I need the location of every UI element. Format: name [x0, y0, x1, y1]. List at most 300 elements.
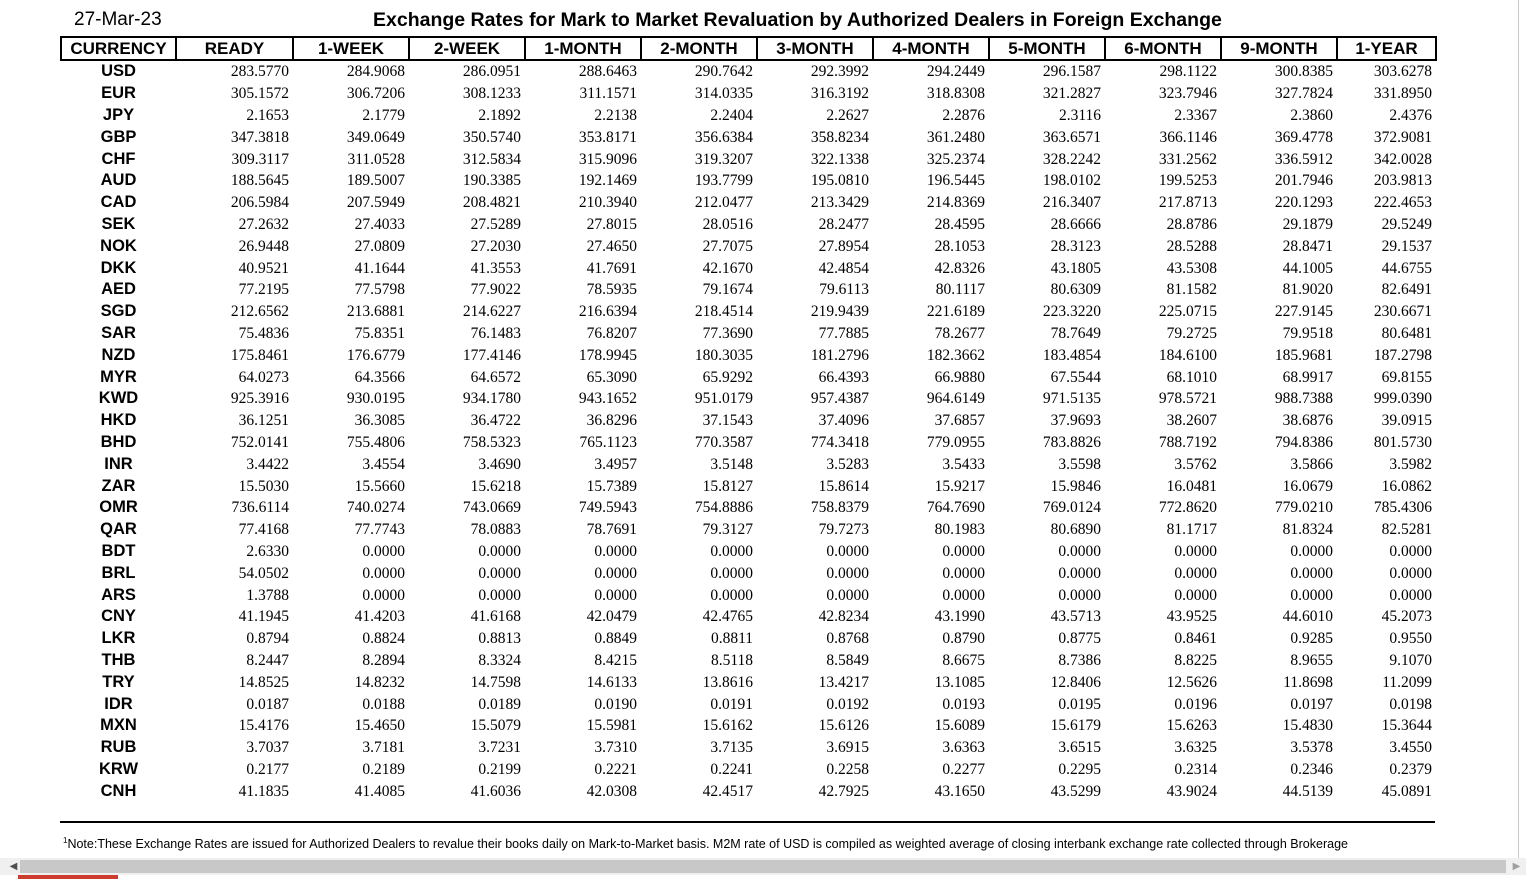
rate-cell: 0.0000: [1290, 586, 1333, 604]
rate-cell: 3.5378: [1290, 739, 1333, 757]
rate-cell: 67.5544: [1050, 368, 1101, 386]
rate-cell: 292.3992: [810, 63, 869, 81]
scroll-left-arrow-icon[interactable]: ◀: [9, 861, 18, 872]
rate-cell: 81.8324: [1282, 521, 1333, 539]
rate-cell: 3.4550: [1389, 739, 1432, 757]
rate-cell: 77.9022: [470, 281, 521, 299]
rate-cell: 3.5433: [942, 455, 985, 473]
rate-cell: 0.0000: [1174, 586, 1217, 604]
rate-cell: 193.7799: [694, 172, 753, 190]
rate-cell: 8.7386: [1058, 651, 1101, 669]
rate-cell: 29.1537: [1381, 237, 1432, 255]
rate-cell: 217.8713: [1158, 194, 1217, 212]
rate-cell: 978.5721: [1158, 390, 1217, 408]
rate-cell: 342.0028: [1373, 150, 1432, 168]
rate-cell: 28.5288: [1166, 237, 1217, 255]
rate-cell: 0.0000: [710, 564, 753, 582]
rate-cell: 79.7273: [818, 521, 869, 539]
rate-cell: 27.7075: [702, 237, 753, 255]
rate-cell: 28.8786: [1166, 215, 1217, 233]
rate-cell: 28.1053: [934, 237, 985, 255]
rate-cell: 369.4778: [1274, 128, 1333, 146]
rate-cell: 40.9521: [238, 259, 289, 277]
rate-cell: 77.7885: [818, 324, 869, 342]
rate-cell: 68.9917: [1282, 368, 1333, 386]
rate-cell: 64.6572: [470, 368, 521, 386]
rate-cell: 43.5299: [1050, 782, 1101, 800]
rate-cell: 314.0335: [694, 85, 753, 103]
rate-cell: 41.6036: [470, 782, 521, 800]
rate-cell: 0.0000: [1058, 564, 1101, 582]
rate-cell: 212.0477: [694, 194, 753, 212]
rate-cell: 328.2242: [1042, 150, 1101, 168]
rate-cell: 43.9024: [1166, 782, 1217, 800]
rate-cell: 3.4554: [362, 455, 405, 473]
rate-cell: 16.0481: [1166, 477, 1217, 495]
table-row: [61, 671, 1436, 693]
rate-cell: 943.1652: [578, 390, 637, 408]
column-header-ready: READY: [176, 37, 293, 60]
rate-cell: 331.2562: [1158, 150, 1217, 168]
rate-cell: 0.9285: [1290, 630, 1333, 648]
rate-cell: 0.0000: [594, 564, 637, 582]
rate-cell: 303.6278: [1373, 63, 1432, 81]
rate-cell: 188.5645: [230, 172, 289, 190]
rate-cell: 0.0000: [1058, 586, 1101, 604]
rate-cell: 2.1779: [362, 106, 405, 124]
rate-cell: 0.0191: [710, 695, 753, 713]
rate-cell: 36.1251: [238, 412, 289, 430]
rate-cell: 2.2138: [594, 106, 637, 124]
rate-cell: 77.7743: [354, 521, 405, 539]
table-row: [61, 344, 1436, 366]
rate-cell: 372.9081: [1373, 128, 1432, 146]
rate-cell: 290.7642: [694, 63, 753, 81]
rate-cell: 9.1070: [1389, 651, 1432, 669]
rate-cell: 68.1010: [1166, 368, 1217, 386]
table-row: [61, 279, 1436, 301]
rate-cell: 64.0273: [238, 368, 289, 386]
rate-cell: 770.3587: [694, 433, 753, 451]
table-row: [61, 148, 1436, 170]
rate-cell: 212.6562: [230, 303, 289, 321]
rate-cell: 8.8225: [1174, 651, 1217, 669]
currency-code: CNH: [100, 781, 137, 800]
rate-cell: 78.7649: [1050, 324, 1101, 342]
rate-cell: 210.3940: [578, 194, 637, 212]
rate-cell: 0.0000: [362, 564, 405, 582]
rate-cell: 27.4650: [586, 237, 637, 255]
rate-cell: 3.7181: [362, 739, 405, 757]
column-header-2-month: 2-MONTH: [641, 37, 757, 60]
rate-cell: 2.2876: [942, 106, 985, 124]
rate-cell: 64.3566: [354, 368, 405, 386]
rate-cell: 3.5598: [1058, 455, 1101, 473]
rate-cell: 356.6384: [694, 128, 753, 146]
rate-cell: 0.0000: [826, 542, 869, 560]
rate-cell: 80.6309: [1050, 281, 1101, 299]
column-header-1-year: 1-YEAR: [1337, 37, 1436, 60]
rate-cell: 36.8296: [586, 412, 637, 430]
rate-cell: 743.0669: [462, 499, 521, 517]
currency-code: ZAR: [101, 476, 136, 495]
rate-cell: 220.1293: [1274, 194, 1333, 212]
rate-cell: 1.3788: [246, 586, 289, 604]
rate-cell: 27.8954: [818, 237, 869, 255]
rate-cell: 0.0192: [826, 695, 869, 713]
rate-cell: 327.7824: [1274, 85, 1333, 103]
rate-cell: 306.7206: [346, 85, 405, 103]
rate-cell: 15.7389: [586, 477, 637, 495]
rate-cell: 283.5770: [230, 63, 289, 81]
rate-cell: 0.8461: [1174, 630, 1217, 648]
rate-cell: 0.0000: [478, 542, 521, 560]
table-row: [61, 192, 1436, 214]
table-row: [61, 650, 1436, 672]
currency-code: MYR: [100, 367, 137, 386]
rate-cell: 213.3429: [810, 194, 869, 212]
rate-cell: 192.1469: [578, 172, 637, 190]
currency-code: EUR: [101, 84, 136, 103]
rate-cell: 788.7192: [1158, 433, 1217, 451]
table-row: [61, 780, 1436, 802]
rate-cell: 213.6881: [346, 303, 405, 321]
rate-cell: 185.9681: [1274, 346, 1333, 364]
currency-code: RUB: [100, 738, 137, 757]
rate-cell: 0.0000: [710, 542, 753, 560]
rate-cell: 15.4830: [1282, 717, 1333, 735]
rate-cell: 0.0195: [1058, 695, 1101, 713]
rate-cell: 207.5949: [346, 194, 405, 212]
table-row: [61, 432, 1436, 454]
rate-cell: 765.1123: [579, 433, 637, 451]
rate-cell: 3.4957: [594, 455, 637, 473]
rate-cell: 66.9880: [934, 368, 985, 386]
rate-cell: 181.2796: [810, 346, 869, 364]
report-date: 27-Mar-23: [74, 9, 162, 30]
rate-cell: 15.4176: [238, 717, 289, 735]
rate-cell: 3.6915: [826, 739, 869, 757]
rate-cell: 221.6189: [926, 303, 985, 321]
rate-cell: 0.2346: [1290, 760, 1333, 778]
currency-code: KRW: [98, 759, 139, 778]
rate-cell: 353.8171: [578, 128, 637, 146]
rate-cell: 36.4722: [470, 412, 521, 430]
rate-cell: 14.6133: [586, 673, 637, 691]
rate-cell: 930.0195: [346, 390, 405, 408]
currency-code: SAR: [101, 323, 136, 342]
rate-cell: 3.7135: [710, 739, 753, 757]
currency-code: QAR: [100, 520, 137, 539]
rate-cell: 177.4146: [462, 346, 521, 364]
rate-cell: 78.2677: [934, 324, 985, 342]
rate-cell: 0.8790: [942, 630, 985, 648]
table-body: [61, 60, 1436, 802]
table-row: [61, 715, 1436, 737]
rate-cell: 16.0679: [1282, 477, 1333, 495]
rate-cell: 206.5984: [230, 194, 289, 212]
rate-cell: 27.0809: [354, 237, 405, 255]
currency-code: BRL: [101, 563, 136, 582]
rate-cell: 15.8127: [702, 477, 753, 495]
rate-cell: 0.2199: [478, 760, 521, 778]
rate-cell: 37.9693: [1050, 412, 1101, 430]
rate-cell: 0.0000: [594, 542, 637, 560]
rate-cell: 0.2189: [362, 760, 405, 778]
rate-cell: 41.6168: [470, 608, 521, 626]
rate-cell: 0.0000: [1389, 564, 1432, 582]
rate-cell: 42.4765: [702, 608, 753, 626]
rate-cell: 41.1945: [238, 608, 289, 626]
rate-cell: 0.2241: [710, 760, 753, 778]
rate-cell: 227.9145: [1274, 303, 1333, 321]
exchange-rates-table: [60, 36, 1437, 802]
rate-cell: 14.8525: [238, 673, 289, 691]
rate-cell: 81.1717: [1166, 521, 1217, 539]
rate-cell: 79.6113: [819, 281, 869, 299]
rate-cell: 3.6363: [942, 739, 985, 757]
rate-cell: 3.7231: [478, 739, 521, 757]
rate-cell: 0.8813: [478, 630, 521, 648]
rate-cell: 178.9945: [578, 346, 637, 364]
table-row: [61, 410, 1436, 432]
rate-cell: 78.7691: [586, 521, 637, 539]
rate-cell: 78.0883: [470, 521, 521, 539]
rate-cell: 0.0188: [362, 695, 405, 713]
rate-cell: 0.2221: [594, 760, 637, 778]
rate-cell: 3.6325: [1174, 739, 1217, 757]
rate-cell: 79.9518: [1282, 324, 1333, 342]
rate-cell: 8.6675: [942, 651, 985, 669]
rate-cell: 325.2374: [926, 150, 985, 168]
currency-code: AED: [101, 280, 136, 299]
rate-cell: 347.3818: [230, 128, 289, 146]
rate-cell: 15.6179: [1050, 717, 1101, 735]
rate-cell: 15.8614: [818, 477, 869, 495]
rate-cell: 37.4096: [818, 412, 869, 430]
rate-cell: 79.1674: [702, 281, 753, 299]
rate-cell: 80.6481: [1381, 324, 1432, 342]
rate-cell: 15.3644: [1381, 717, 1432, 735]
table-row: [61, 541, 1436, 563]
rate-cell: 219.9439: [810, 303, 869, 321]
rate-cell: 199.5253: [1158, 172, 1217, 190]
rate-cell: 755.4806: [346, 433, 405, 451]
table-row: [61, 126, 1436, 148]
rate-cell: 28.8471: [1282, 237, 1333, 255]
rate-cell: 13.1085: [934, 673, 985, 691]
rate-cell: 15.5079: [470, 717, 521, 735]
currency-code: CNY: [101, 607, 136, 626]
rate-cell: 28.6666: [1050, 215, 1101, 233]
currency-code: SEK: [101, 214, 136, 233]
footnote-marker: 1: [63, 836, 68, 845]
rate-cell: 2.3860: [1290, 106, 1333, 124]
table-row: [61, 388, 1436, 410]
table-header-row: [61, 37, 1436, 60]
rate-cell: 0.8811: [710, 630, 753, 648]
rate-cell: 27.2632: [238, 215, 289, 233]
rate-cell: 77.4168: [238, 521, 289, 539]
rate-cell: 934.1780: [462, 390, 521, 408]
rate-cell: 43.9525: [1166, 608, 1217, 626]
rate-cell: 81.9020: [1282, 281, 1333, 299]
rate-cell: 8.2894: [362, 651, 405, 669]
rate-cell: 999.0390: [1373, 390, 1432, 408]
rate-cell: 28.0516: [702, 215, 753, 233]
rate-cell: 286.0951: [462, 63, 521, 81]
rate-cell: 15.6162: [702, 717, 753, 735]
column-header-5-month: 5-MONTH: [989, 37, 1105, 60]
rate-cell: 774.3418: [810, 433, 869, 451]
rate-cell: 43.1805: [1050, 259, 1101, 277]
rate-cell: 331.8950: [1373, 85, 1432, 103]
rate-cell: 27.8015: [586, 215, 637, 233]
rate-cell: 203.9813: [1373, 172, 1432, 190]
rate-cell: 41.1835: [238, 782, 289, 800]
currency-code: MXN: [100, 716, 137, 735]
rate-cell: 189.5007: [346, 172, 405, 190]
table-row: [61, 60, 1436, 83]
rate-cell: 15.6089: [934, 717, 985, 735]
rate-cell: 358.8234: [810, 128, 869, 146]
rate-cell: 230.6671: [1373, 303, 1432, 321]
rate-cell: 65.3090: [586, 368, 637, 386]
rate-cell: 0.0196: [1174, 695, 1217, 713]
rate-cell: 41.1644: [354, 259, 405, 277]
table-row: [61, 693, 1436, 715]
currency-code: SGD: [100, 302, 137, 321]
table-row: [61, 453, 1436, 475]
currency-code: THB: [101, 650, 136, 669]
rate-cell: 42.4854: [818, 259, 869, 277]
rate-cell: 37.6857: [934, 412, 985, 430]
rate-cell: 363.6571: [1042, 128, 1101, 146]
rate-cell: 0.0000: [942, 542, 985, 560]
rate-cell: 0.2258: [826, 760, 869, 778]
table-row: [61, 519, 1436, 541]
table-row: [61, 366, 1436, 388]
rate-cell: 0.0000: [826, 564, 869, 582]
column-header-1-week: 1-WEEK: [293, 37, 409, 60]
rate-cell: 76.8207: [586, 324, 637, 342]
currency-code: CAD: [100, 193, 137, 212]
rate-cell: 951.0179: [694, 390, 753, 408]
rate-cell: 758.5323: [462, 433, 521, 451]
rate-cell: 349.0649: [346, 128, 405, 146]
rate-cell: 298.1122: [1159, 63, 1217, 81]
rate-cell: 2.2627: [826, 106, 869, 124]
column-header-1-month: 1-MONTH: [525, 37, 641, 60]
rate-cell: 988.7388: [1274, 390, 1333, 408]
currency-code: OMR: [99, 498, 138, 517]
rate-cell: 309.3117: [231, 150, 289, 168]
table-row: [61, 562, 1436, 584]
rate-cell: 321.2827: [1042, 85, 1101, 103]
rate-cell: 41.4085: [354, 782, 405, 800]
rate-cell: 284.9068: [346, 63, 405, 81]
rate-cell: 183.4854: [1042, 346, 1101, 364]
rate-cell: 294.2449: [926, 63, 985, 81]
rate-cell: 42.0479: [586, 608, 637, 626]
rate-cell: 779.0210: [1274, 499, 1333, 517]
currency-code: CHF: [101, 149, 136, 168]
currency-code: BDT: [101, 541, 136, 560]
rate-cell: 0.0000: [1174, 564, 1217, 582]
rate-cell: 80.1983: [934, 521, 985, 539]
scroll-right-arrow-icon[interactable]: ▶: [1512, 861, 1521, 872]
rate-cell: 758.8379: [810, 499, 869, 517]
table-row: [61, 323, 1436, 345]
rate-cell: 8.2447: [246, 651, 289, 669]
rate-cell: 28.4595: [934, 215, 985, 233]
rate-cell: 27.4033: [354, 215, 405, 233]
rate-cell: 749.5943: [578, 499, 637, 517]
rate-cell: 0.0000: [1174, 542, 1217, 560]
currency-code: DKK: [100, 258, 137, 277]
rate-cell: 0.0000: [594, 586, 637, 604]
rate-cell: 80.6890: [1050, 521, 1101, 539]
rate-cell: 312.5834: [462, 150, 521, 168]
scroll-thumb[interactable]: [20, 860, 1506, 873]
page-right-border: [1518, 0, 1519, 858]
rate-cell: 336.5912: [1274, 150, 1333, 168]
rate-cell: 184.6100: [1158, 346, 1217, 364]
currency-code: JPY: [102, 105, 135, 124]
rate-cell: 15.9846: [1050, 477, 1101, 495]
rate-cell: 8.9655: [1290, 651, 1333, 669]
rate-cell: 214.6227: [462, 303, 521, 321]
rate-cell: 15.5030: [238, 477, 289, 495]
rate-cell: 214.8369: [926, 194, 985, 212]
rate-cell: 3.5283: [826, 455, 869, 473]
table-row: [61, 606, 1436, 628]
rate-cell: 8.5118: [710, 651, 753, 669]
rate-cell: 218.4514: [694, 303, 753, 321]
horizontal-scrollbar[interactable]: [0, 858, 1526, 875]
rate-cell: 41.3553: [470, 259, 521, 277]
rate-cell: 182.3662: [926, 346, 985, 364]
rate-cell: 75.4836: [238, 324, 289, 342]
rate-cell: 0.0000: [826, 586, 869, 604]
rate-cell: 794.8386: [1274, 433, 1333, 451]
rate-cell: 3.5148: [710, 455, 753, 473]
column-header-4-month: 4-MONTH: [873, 37, 989, 60]
rate-cell: 42.7925: [818, 782, 869, 800]
rate-cell: 16.0862: [1381, 477, 1432, 495]
rate-cell: 3.4422: [246, 455, 289, 473]
rate-cell: 316.3192: [810, 85, 869, 103]
rate-cell: 964.6149: [926, 390, 985, 408]
currency-code: INR: [104, 454, 133, 473]
rate-cell: 2.1892: [478, 106, 521, 124]
rate-cell: 2.3367: [1174, 106, 1217, 124]
rate-cell: 3.4690: [478, 455, 521, 473]
rate-cell: 13.4217: [818, 673, 869, 691]
currency-code: HKD: [100, 411, 137, 430]
rate-cell: 223.3220: [1042, 303, 1101, 321]
rate-cell: 764.7690: [926, 499, 985, 517]
rate-cell: 15.5660: [354, 477, 405, 495]
rate-cell: 29.1879: [1282, 215, 1333, 233]
rate-cell: 27.5289: [470, 215, 521, 233]
rate-cell: 43.1650: [934, 782, 985, 800]
rate-cell: 14.7598: [470, 673, 521, 691]
rate-cell: 0.2314: [1174, 760, 1217, 778]
table-row: [61, 497, 1436, 519]
rate-cell: 79.2725: [1166, 324, 1217, 342]
rate-cell: 80.1117: [935, 281, 985, 299]
